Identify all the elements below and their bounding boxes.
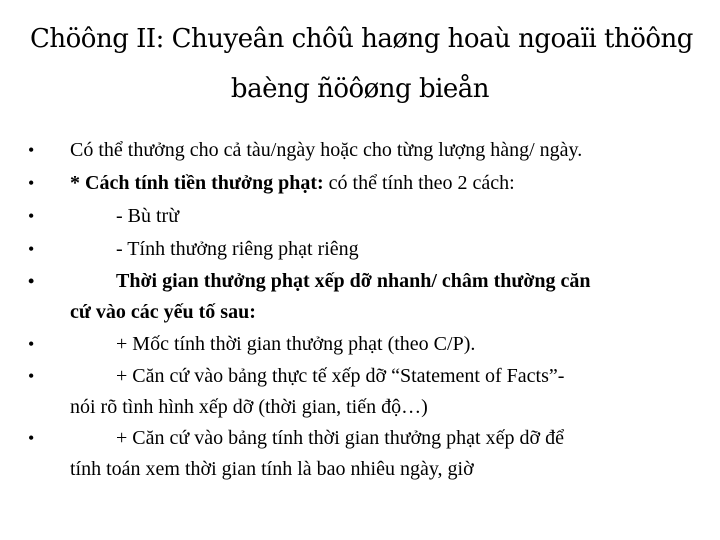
slide-title [30, 14, 693, 114]
item-text: - Tính thưởng riêng phạt riêng [116, 238, 359, 260]
title-line-2: baèng ñöôøng bieån [230, 74, 490, 104]
title-line-1: Chöông II: Chuyeân chôû haøng hoaù ngoaïi thöông [30, 24, 693, 54]
bullet-icon: • [28, 206, 35, 226]
item-text-line2: cứ vào các yếu tố sau: [70, 301, 256, 323]
bullet-icon: • [28, 334, 35, 354]
list-item-milestone [0, 328, 720, 361]
item-text-line1: + Căn cứ vào bảng tính thời gian thưởng phạt xếp dỡ để [116, 427, 564, 449]
list-item-statement-of-facts [0, 361, 720, 423]
item-text-line1: + Căn cứ vào bảng thực tế xếp dỡ “Statement of Facts”- [116, 365, 565, 387]
item-text-line1: Thời gian thưởng phạt xếp dỡ nhanh/ châm thường căn [116, 270, 591, 292]
bullet-icon: • [28, 428, 35, 448]
bullet-icon: • [28, 271, 35, 291]
item-text-rest: có thể tính theo 2 cách: [323, 172, 515, 194]
list-item-time-basis [0, 266, 720, 328]
item-text [70, 167, 696, 200]
item-bold-label: * Cách tính tiền thưởng phạt: [70, 172, 324, 194]
list-item-calculation-method [0, 167, 720, 200]
list-item-offset [0, 200, 720, 233]
item-text: - Bù trừ [116, 205, 180, 227]
item-text: Có thể thưởng cho cả tàu/ngày hoặc cho từng lượng hàng/ ngày. [70, 139, 583, 161]
bullet-icon: • [28, 366, 35, 386]
item-text-line2: tính toán xem thời gian tính là bao nhiêu ngày, giờ [70, 458, 474, 480]
bullet-icon: • [28, 239, 35, 259]
item-text-line2: nói rõ tình hình xếp dỡ (thời gian, tiến độ…) [70, 396, 428, 418]
bullet-icon: • [28, 173, 35, 193]
bullet-list [0, 134, 720, 485]
list-item-reward-basis [0, 134, 720, 167]
list-item-time-sheet [0, 423, 720, 485]
bullet-icon: • [28, 140, 35, 160]
item-text: + Mốc tính thời gian thưởng phạt (theo C/P). [116, 333, 476, 355]
list-item-separate [0, 233, 720, 266]
